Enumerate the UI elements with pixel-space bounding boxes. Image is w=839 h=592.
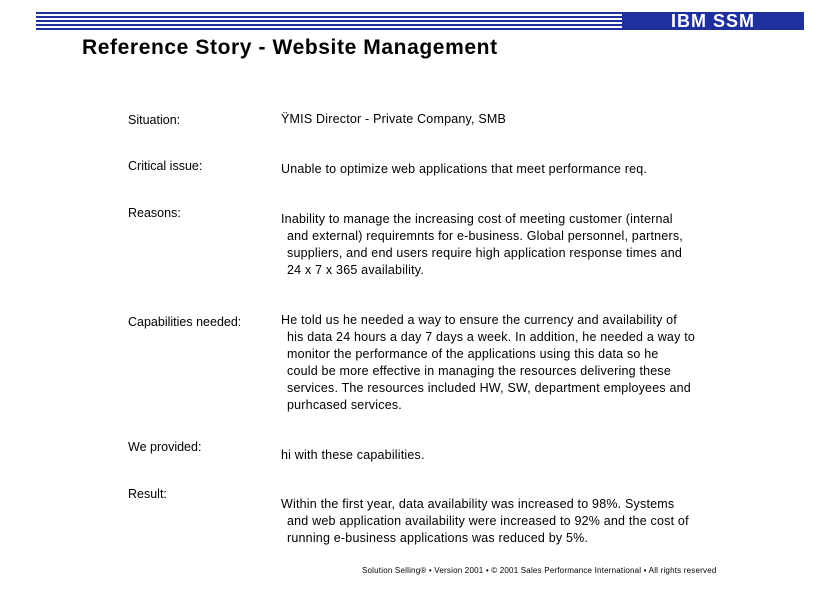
capabilities-needed-value: He told us he needed a way to ensure the currency and availability of his data 24 hours a day 7 days a week. In addition, he needed a way to monitor the performance of the applications using this data so he could be more effective in managing the resources delivering these services. The resources included HW, SW, department employees and purhcased services. bbox=[281, 313, 696, 412]
situation-label: Situation: bbox=[128, 113, 181, 127]
reasons-label: Reasons: bbox=[128, 206, 181, 220]
ibm-ssm-logo: IBM SSM bbox=[670, 11, 755, 31]
capabilities-needed-label: Capabilities needed: bbox=[128, 315, 242, 329]
copyright-footer: Solution Selling® • Version 2001 • © 2001 Sales Performance International • All rights reserved bbox=[362, 566, 717, 575]
critical-issue-label: Critical issue: bbox=[128, 159, 203, 173]
critical-issue-value: Unable to optimize web applications that meet performance req. bbox=[281, 162, 648, 176]
result-value: Within the first year, data availability was increased to 98%. Systems and web application availability were increased to 92% and the cost of running e-business applications was reduced by 5%. bbox=[281, 497, 689, 545]
we-provided-value: hi with these capabilities. bbox=[281, 448, 425, 462]
we-provided-label: We provided: bbox=[128, 440, 202, 454]
reasons-value: Inability to manage the increasing cost of meeting customer (internal and external) requiremnts for e-business. Global personnel, partners, suppliers, and end users require high application response times and 24 x 7 x 365 availability. bbox=[281, 212, 683, 277]
result-label: Result: bbox=[128, 487, 167, 501]
situation-value: ŸMIS Director - Private Company, SMB bbox=[281, 112, 507, 126]
page-title: Reference Story - Website Management bbox=[82, 36, 498, 59]
